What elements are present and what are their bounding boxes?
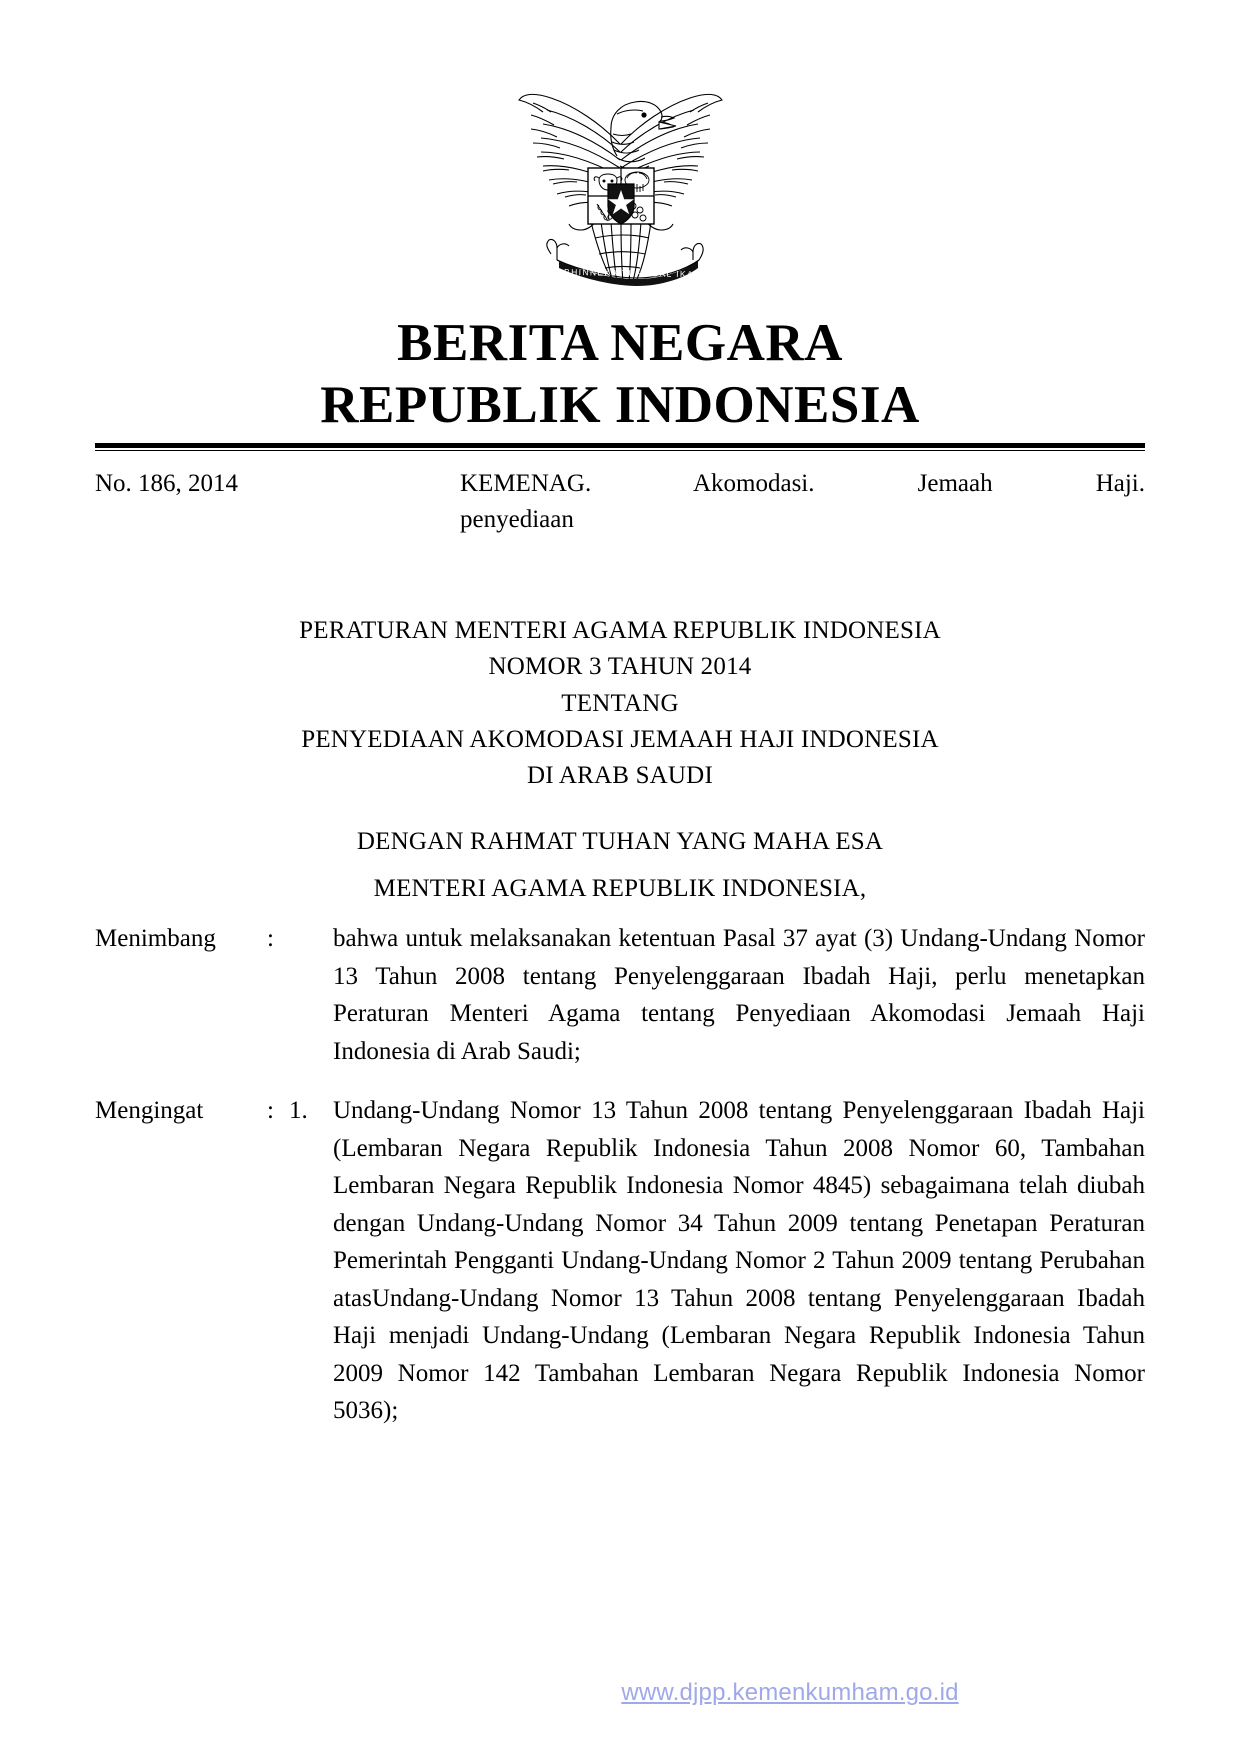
title-spacer	[95, 794, 1145, 824]
masthead	[95, 312, 1145, 436]
title-line-3: TENTANG	[561, 689, 679, 717]
gazette-subject-line-2: penyediaan	[460, 505, 574, 533]
gazette-subject-line-1: KEMENAG. Akomodasi. Jemaah Haji.	[460, 470, 1145, 497]
clause-body: bahwa untuk melaksanakan ketentuan Pasal 37 ayat (3) Undang-Undang Nomor 13 Tahun 2008 tentang Penyelenggaraan Ibadah Haji, perlu menetapkan Peraturan Menteri Agama tentang Penyediaan Akomodasi Jemaah Haji Indonesia di Arab Saudi;	[333, 925, 1145, 1065]
clause-colon: :	[267, 1097, 274, 1124]
clause-label: Mengingat	[95, 1097, 204, 1124]
gazette-info-row	[95, 466, 1145, 537]
masthead-divider	[95, 443, 1145, 451]
garuda-pancasila-emblem	[513, 72, 728, 290]
clause-menimbang	[95, 920, 1145, 1070]
title-line-1: PERATURAN MENTERI AGAMA REPUBLIK INDONESIA	[299, 617, 941, 644]
footer-url-link[interactable]: www.djpp.kemenkumham.go.id	[621, 1679, 959, 1706]
clause-label: Menimbang	[95, 925, 216, 952]
clause-list	[95, 920, 1145, 1452]
enactment-line-1: DENGAN RAHMAT TUHAN YANG MAHA ESA	[356, 828, 884, 856]
clause-mengingat	[95, 1092, 1145, 1430]
svg-text:BHINNEKA TUNGGAL IKA: BHINNEKA TUNGGAL IKA	[563, 266, 694, 280]
enactment-spacer	[95, 861, 1145, 871]
emblem-container	[0, 72, 1240, 290]
enactment-line-2: MENTERI AGAMA REPUBLIK INDONESIA,	[373, 874, 867, 902]
masthead-line-1: BERITA NEGARA	[397, 314, 843, 372]
clause-number: 1.	[289, 1097, 308, 1124]
title-line-2: NOMOR 3 TAHUN 2014	[488, 653, 752, 681]
masthead-line-2: REPUBLIK INDONESIA	[320, 376, 920, 434]
title-line-5: DI ARAB SAUDI	[527, 762, 713, 789]
gazette-subject	[460, 466, 1145, 537]
clause-body: Undang-Undang Nomor 13 Tahun 2008 tentang Penyelenggaraan Ibadah Haji (Lembaran Negara Republik Indonesia Tahun 2008 Nomor 60, Tambahan Lembaran Negara Republik Indonesia Nomor 4845) sebagaimana telah diubah dengan Undang-Undang Nomor 34 Tahun 2009 tentang Penetapan Peraturan Pemerintah Pengganti Undang-Undang Nomor 2 Tahun 2009 tentang Perubahan atasUndang-Undang Nomor 13 Tahun 2008 tentang Penyelenggaraan Ibadah Haji menjadi Undang-Undang (Lembaran Negara Republik Indonesia Tahun 2009 Nomor 142 Tambahan Lembaran Negara Republik Indonesia Nomor 5036);	[333, 1097, 1145, 1424]
title-line-4: PENYEDIAAN AKOMODASI JEMAAH HAJI INDONESIA	[301, 725, 939, 753]
clause-colon: :	[267, 925, 274, 952]
footer-watermark	[0, 1679, 1240, 1707]
regulation-title-block	[95, 613, 1145, 907]
gazette-number: No. 186, 2014	[95, 470, 239, 497]
